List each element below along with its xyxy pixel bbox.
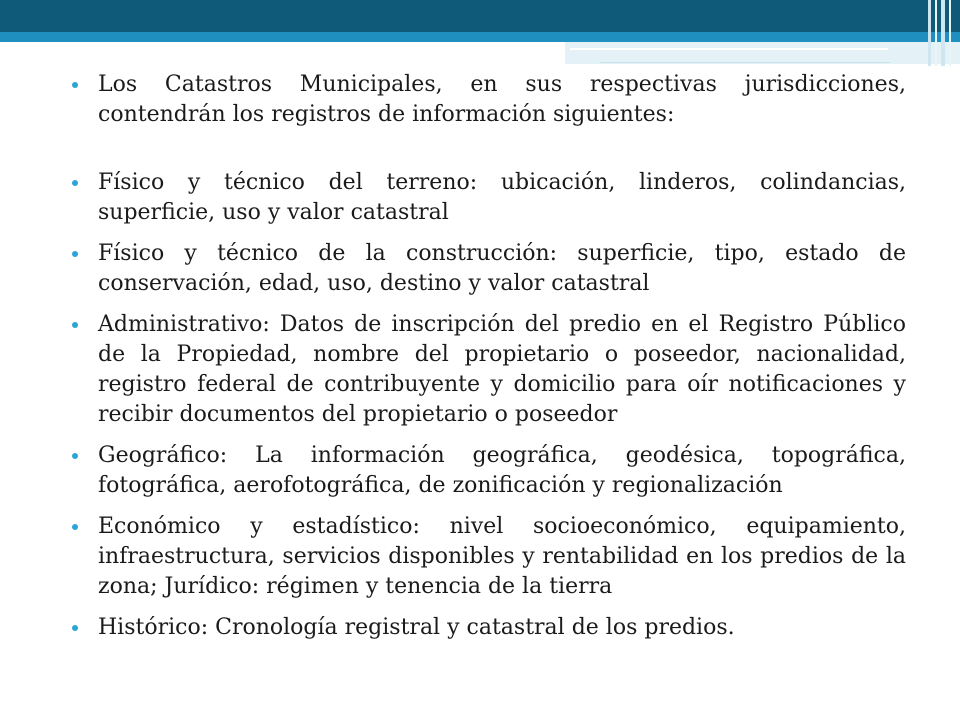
bullet-text: Económico y estadístico: nivel socioeconómico, equipamiento, infraestructura, servicios disponibles y rentabilidad en los predios de la zona; Jurídico: régimen y tenencia de la tierra [98,514,906,599]
bullet-dot-icon [72,625,78,631]
bullet-text: Histórico: Cronología registral y catastral de los predios. [98,615,735,640]
bullet-item [72,168,906,228]
bullet-dot-icon [72,524,78,530]
header-vertical-stripe [928,0,931,66]
header-accent-line [570,48,888,50]
header-vertical-stripe [949,0,951,66]
bullet-dot-icon [72,82,78,88]
bullet-item [72,613,906,643]
bullet-text: Los Catastros Municipales, en sus respectivas jurisdicciones, contendrán los registros de información siguientes: [98,72,906,127]
bullet-item [72,70,906,130]
bullet-item [72,239,906,299]
bullet-text: Administrativo: Datos de inscripción del predio en el Registro Público de la Propiedad, nombre del propietario o poseedor, nacionalidad, registro federal de contribuyente y domicilio para oír notificaciones y recibir documentos del propietario o poseedor [98,312,906,427]
bullet-dot-icon [72,322,78,328]
slide-body [72,70,906,654]
bullet-text: Físico y técnico del terreno: ubicación, linderos, colindancias, superficie, uso y valor catastral [98,170,906,225]
bullet-dot-icon [72,180,78,186]
header-band-dark [0,0,960,32]
header-vertical-stripe [935,0,937,66]
bullet-list [72,70,906,643]
bullet-item [72,441,906,501]
bullet-dot-icon [72,453,78,459]
bullet-text: Físico y técnico de la construcción: superficie, tipo, estado de conservación, edad, uso, destino y valor catastral [98,241,906,296]
header-accent-pale [565,42,960,64]
bullet-item [72,310,906,430]
header-accent-line-secondary [600,62,890,63]
header-vertical-stripe [941,0,945,66]
header-band-light [0,32,960,42]
bullet-item [72,512,906,602]
bullet-text: Geográfico: La información geográfica, geodésica, topográfica, fotográfica, aerofotográfica, de zonificación y regionalización [98,443,906,498]
bullet-dot-icon [72,251,78,257]
